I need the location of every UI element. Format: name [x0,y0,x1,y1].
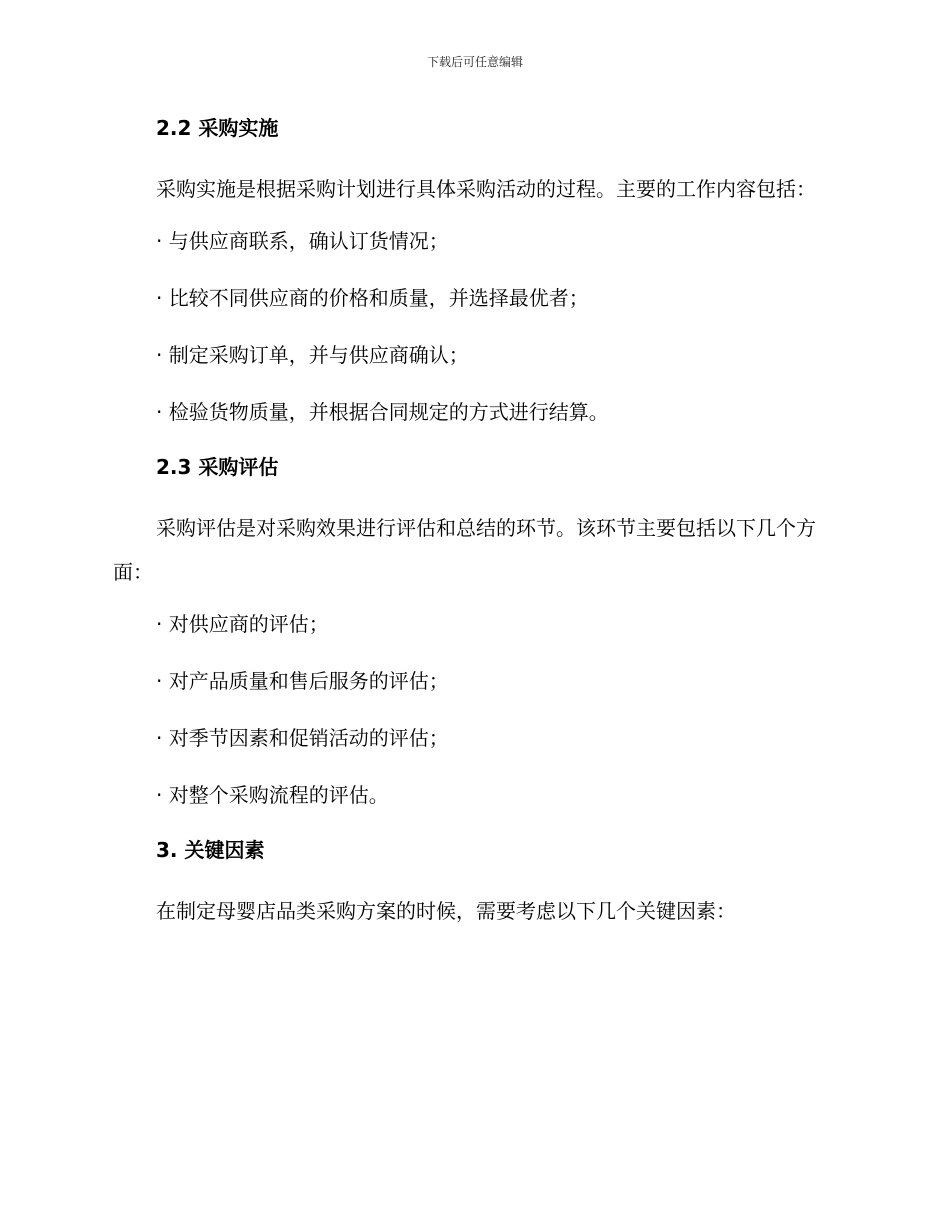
page-header: 下载后可任意编辑 [426,55,523,69]
section-2-3-intro: 采购评估是对采购效果进行评估和总结的环节。该环节主要包括以下几个方面： [113,516,816,584]
document-body [113,112,833,947]
list-item: · 检验货物质量，并根据合同规定的方式进行结算。 [156,400,609,424]
list-item: · 制定采购订单，并与供应商确认； [156,343,469,367]
section-heading-3: 3. 关键因素 [156,838,265,862]
section-2-2-intro: 采购实施是根据采购计划进行具体采购活动的过程。主要的工作内容包括： [156,177,816,201]
list-item: · 与供应商联系，确认订货情况； [156,229,449,253]
section-heading-2-3: 2.3 采购评估 [156,455,279,479]
list-item: · 对季节因素和促销活动的评估； [156,726,449,750]
section-heading-2-2: 2.2 采购实施 [156,116,279,140]
list-item: · 比较不同供应商的价格和质量，并选择最优者； [156,286,589,310]
section-3-intro: 在制定母婴店品类采购方案的时候，需要考虑以下几个关键因素： [156,899,736,923]
list-item: · 对整个采购流程的评估。 [156,783,389,807]
list-item: · 对产品质量和售后服务的评估； [156,669,449,693]
list-item: · 对供应商的评估； [156,612,329,636]
